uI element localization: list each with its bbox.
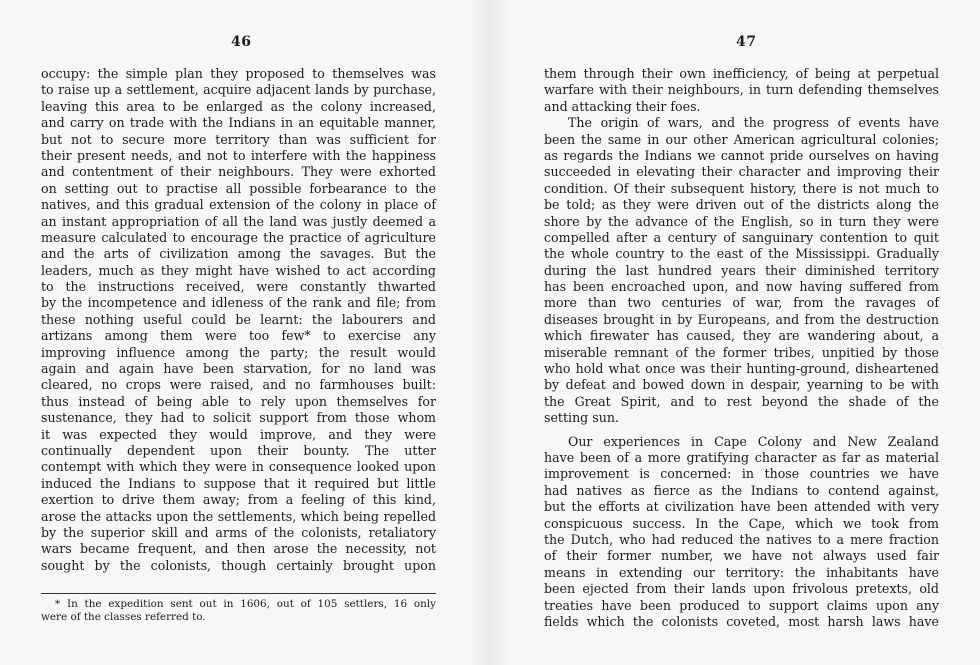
text-line: and the arts of civilization among the savages. But the xyxy=(41,246,436,262)
text-line: sustenance, they had to solicit support from those whom xyxy=(41,410,436,426)
text-line: arose the attacks upon the settlements, which being repelled xyxy=(41,508,436,524)
text-line: who hold what once was their hunting-ground, disheartened xyxy=(544,361,939,377)
text-line: an instant appropriation of all the land was justly deemed a xyxy=(41,213,436,229)
text-line: compelled after a century of sanguinary contention to quit xyxy=(544,229,939,245)
footnote-line: * In the expedition sent out in 1606, out of 105 settlers, 16 only xyxy=(55,598,436,610)
text-line: condition. Of their subsequent history, there is not much to xyxy=(544,180,939,196)
text-line: but not to secure more territory than was sufficient for xyxy=(41,131,436,147)
text-line: artizans among them were too few* to exercise any xyxy=(41,328,436,344)
text-line: Our experiences in Cape Colony and New Zealand xyxy=(568,433,939,449)
text-line: warfare with their neighbours, in turn defending themselves xyxy=(544,82,939,98)
text-line: by the incompetence and idleness of the rank and file; from xyxy=(41,295,436,311)
text-line: but the efforts at civilization have been attended with very xyxy=(544,499,939,515)
right-page xyxy=(490,0,980,665)
text-line: been the same in our other American agricultural colonies; xyxy=(544,131,939,147)
text-line: improving influence among the party; the result would xyxy=(41,344,436,360)
text-line: as regards the Indians we cannot pride ourselves on having xyxy=(544,147,939,163)
text-line: have been of a more gratifying character as far as material xyxy=(544,449,939,465)
text-line: them through their own inefficiency, of being at perpetual xyxy=(544,66,939,81)
footnote xyxy=(41,598,436,624)
text-line: wars became frequent, and then arose the necessity, not xyxy=(41,541,436,557)
text-line: natives, and this gradual extension of the colony in place of xyxy=(41,197,436,213)
text-line: cleared, no crops were raised, and no farmhouses built: xyxy=(41,377,436,393)
text-line: on setting out to practise all possible forbearance to the xyxy=(41,180,436,196)
text-line: leaving this area to be enlarged as the colony increased, xyxy=(41,98,436,114)
text-line: thus instead of being able to rely upon themselves for xyxy=(41,393,436,409)
page-number-left: 46 xyxy=(231,34,252,50)
text-line: their present needs, and not to interfere with the happiness xyxy=(41,147,436,163)
text-line: been ejected from their lands upon frivolous pretexts, old xyxy=(544,581,939,597)
text-line: treaties have been produced to support claims upon any xyxy=(544,597,939,613)
text-line: The origin of wars, and the progress of events have xyxy=(568,115,939,131)
text-line: by the superior skill and arms of the colonists, retaliatory xyxy=(41,524,436,540)
text-line: again and again have been starvation, for no land was xyxy=(41,361,436,377)
text-line: shore by the advance of the English, so in turn they were xyxy=(544,213,939,229)
text-line: and contentment of their neighbours. They were exhorted xyxy=(41,164,436,180)
text-line: to the instructions received, were constantly thwarted xyxy=(41,279,436,295)
text-line: contempt with which they were in consequence looked upon xyxy=(41,459,436,475)
text-line: has been encroached upon, and now having suffered from xyxy=(544,279,939,295)
text-line: leaders, much as they might have wished to act according xyxy=(41,262,436,278)
footnote-line: were of the classes referred to. xyxy=(41,611,206,623)
text-line: more than two centuries of war, from the ravages of xyxy=(544,295,939,311)
text-line: measure calculated to encourage the practice of agriculture xyxy=(41,229,436,245)
right-page-text xyxy=(544,66,939,630)
text-line: had natives as fierce as the Indians to contend against, xyxy=(544,482,939,498)
text-line: continually dependent upon their bounty. The utter xyxy=(41,442,436,458)
text-line: induced the Indians to suppose that it required but little xyxy=(41,475,436,491)
text-line: by defeat and bowed down in despair, yearning to be with xyxy=(544,377,939,393)
text-line: means in extending our territory: the inhabitants have xyxy=(544,564,939,580)
left-page-text xyxy=(41,66,436,574)
page-number-right: 47 xyxy=(736,34,757,50)
text-line: miserable remnant of the former tribes, unpitied by those xyxy=(544,344,939,360)
text-line: of their former number, we have not always used fair xyxy=(544,548,939,564)
text-line: which firewater has caused, they are wandering about, a xyxy=(544,328,939,344)
text-line: the Great Spirit, and to rest beyond the shade of the xyxy=(544,393,939,409)
text-line: succeeded in elevating their character and improving their xyxy=(544,164,939,180)
text-line: during the last hundred years their diminished territory xyxy=(544,262,939,278)
text-line: exertion to drive them away; from a feeling of this kind, xyxy=(41,492,436,508)
text-line: sought by the colonists, though certainly brought upon xyxy=(41,557,436,573)
text-line: the Dutch, who had reduced the natives to a mere fraction xyxy=(544,531,939,547)
text-line: it was expected they would improve, and they were xyxy=(41,426,436,442)
text-line: be told; as they were driven out of the districts along the xyxy=(544,197,939,213)
text-line: and attacking their foes. xyxy=(544,98,701,114)
footnote-rule xyxy=(41,593,436,594)
text-line: and carry on trade with the Indians in an equitable manner, xyxy=(41,115,436,131)
text-line: the whole country to the east of the Mississippi. Gradually xyxy=(544,246,939,262)
paragraph-gap xyxy=(544,427,939,434)
text-line: to raise up a settlement, acquire adjacent lands by purchase, xyxy=(41,82,436,98)
text-line: improvement is concerned: in those countries we have xyxy=(544,466,939,482)
text-line: these nothing useful could be learnt: the labourers and xyxy=(41,311,436,327)
text-line: diseases brought in by Europeans, and from the destruction xyxy=(544,311,939,327)
text-line: setting sun. xyxy=(544,410,619,426)
text-line: conspicuous success. In the Cape, which we took from xyxy=(544,515,939,531)
text-line: occupy: the simple plan they proposed to themselves was xyxy=(41,66,436,81)
text-line: fields which the colonists coveted, most harsh laws have xyxy=(544,613,939,629)
